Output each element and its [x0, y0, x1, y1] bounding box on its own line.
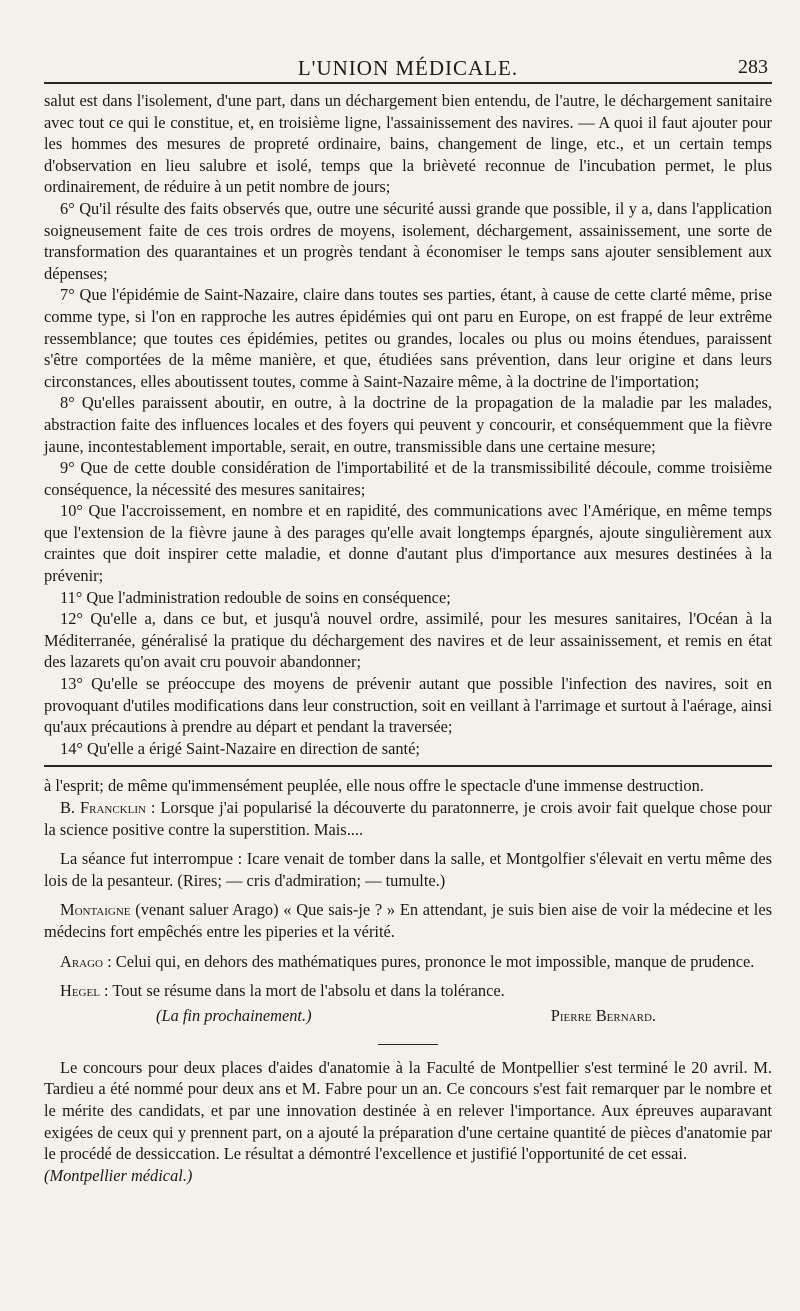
conclusions-section: [44, 90, 772, 759]
paragraph: 6° Qu'il résulte des faits observés que, outre une sécurité aussi grande que possible, il y a, dans l'application soigneusement faite de ces trois ordres de moyens, isolement, déchargement, assainissement, une sorte de transformation des quarantaines et un progrès tendant à économiser le temps sans ajouter sensiblement aux dépenses;: [44, 198, 772, 283]
paragraph: [44, 951, 772, 973]
speaker-name: Hegel :: [60, 981, 109, 1001]
paragraph: salut est dans l'isolement, d'une part, dans un déchargement bien entendu, de l'autre, le déchargement sanitaire avec tout ce qui le constitue, et, en troisième ligne, l'assainissement des navires. — A quoi il faut ajouter pour les hommes des mesures de propreté ordinaire, bains, changement de linge, etc., et un certain temps d'observation en lieu salubre et isolé, temps que la brièveté reconnue de l'incubation permet, le plus ordinairement, de réduire à un petit nombre de jours;: [44, 91, 772, 197]
to-be-continued-note: (La fin prochainement.): [156, 1005, 312, 1025]
paragraph: [44, 899, 772, 942]
news-section: [44, 1057, 772, 1187]
section-divider: [44, 765, 772, 767]
paragraph: Le concours pour deux places d'aides d'anatomie à la Faculté de Montpellier s'est terminé le 20 avril. M. Tardieu a été nommé pour deux ans et M. Fabre pour un an. Ce concours s'est fait remarquer par le nombre et le mérite des candidats, et par une innovation destinée à en relever l'importance. Aux épreuves auparavant exigées de ceux qui y prennent part, on a ajouté la préparation d'une certaine quantité de pièces d'anatomie par le procédé de dessiccation. Le résultat a démontré l'excellence et justifié l'opportunité de cet essai.: [44, 1057, 772, 1164]
spacer: [44, 840, 772, 848]
speech-text: (venant saluer Arago) « Que sais-je ? » En attendant, je suis bien aise de voir la médecine et les médecins fort empêchés entre les piperies et la vérité.: [44, 900, 772, 941]
spacer: [44, 972, 772, 980]
paragraph: 9° Que de cette double considération de l'importabilité et de la transmissibilité découle, comme troisième conséquence, la nécessité des mesures sanitaires;: [44, 458, 772, 499]
paragraph: 12° Qu'elle a, dans ce but, et jusqu'à nouvel ordre, assimilé, pour les mesures sanitaires, l'Océan à la Méditerranée, généralisé la pratique du déchargement des navires et de leur assainissement, et remis en état des lazarets qu'on avait cru pouvoir abandonner;: [44, 609, 772, 672]
paragraph: 10° Que l'accroissement, en nombre et en rapidité, des communications avec l'Amérique, en même temps que l'extension de la fièvre jaune à des parages qu'elle avait longtemps épargnés, ajoute singulièrement aux craintes que doit inspirer cette maladie, et donne d'autant plus d'importance aux mesures destinées à la prévenir;: [44, 501, 772, 586]
paragraph: [44, 797, 772, 840]
paragraph: [44, 980, 772, 1002]
paragraph: 13° Qu'elle se préoccupe des moyens de prévenir autant que possible l'infection des navires, soit en provoquant d'utiles modifications dans leur construction, soit en veillant à l'arrimage et surtout à l'aérage, ainsi qu'aux précautions à prendre au départ et pendant la traversée;: [44, 674, 772, 737]
running-head: [44, 52, 772, 84]
signoff: [44, 1006, 772, 1030]
speech-text: Celui qui, en dehors des mathématiques pures, prononce le mot impossible, manque de prudence.: [115, 951, 755, 971]
speaker-name: Montaigne: [60, 900, 131, 920]
paragraph: 8° Qu'elles paraissent aboutir, en outre, à la doctrine de la propagation de la maladie par les malades, abstraction faite des influences locales et des foyers qui peuvent y concourir, et conséquemment que la fièvre jaune, incontestablement importable, serait, en outre, transmissible dans une certaine mesure;: [44, 393, 772, 456]
speech-text: Lorsque j'ai popularisé la découverte du paratonnerre, je crois avoir fait quelque chose pour la science positive contre la superstition. Mais....: [44, 798, 772, 839]
speaker-name: B. Francklin :: [60, 798, 156, 817]
paragraph: 11° Que l'administration redouble de soins en conséquence;: [60, 587, 451, 607]
paragraph: à l'esprit; de même qu'immensément peuplée, elle nous offre le spectacle d'une immense destruction.: [44, 776, 704, 796]
speech-text: Tout se résume dans la mort de l'absolu et dans la tolérance.: [112, 981, 505, 1001]
dialogue-section: [44, 775, 772, 1044]
short-divider: [378, 1044, 438, 1045]
running-title: L'UNION MÉDICALE.: [297, 56, 519, 80]
paragraph: La séance fut interrompue : Icare venait de tomber dans la salle, et Montgolfier s'élevait en vertu même des lois de la pesanteur. (Rires; — cris d'admiration; — tumulte.): [44, 849, 772, 890]
author-signature: Pierre Bernard.: [550, 1005, 656, 1025]
paragraph: 7° Que l'épidémie de Saint-Nazaire, claire dans toutes ses parties, étant, à cause de cette clarté même, prise comme type, si l'on en rapproche les autres épidémies qui ont paru en Europe, on est frappé de leur extrême ressemblance; que toutes ces épidémies, petites ou grandes, locales ou plus ou moins étendues, paraissent s'être comportées de la même manière, et que, étudiées sans prévention, dans leur origine et dans leurs circonstances, elles aboutissent toutes, comme à Saint-Nazaire même, à la doctrine de l'importation;: [44, 285, 772, 391]
paragraph: 14° Qu'elle a érigé Saint-Nazaire en direction de santé;: [60, 738, 420, 758]
spacer: [44, 943, 772, 951]
page-number: 283: [738, 56, 768, 78]
speaker-name: Arago :: [60, 951, 112, 971]
source-citation: (Montpellier médical.): [44, 1165, 193, 1185]
spacer: [44, 891, 772, 899]
